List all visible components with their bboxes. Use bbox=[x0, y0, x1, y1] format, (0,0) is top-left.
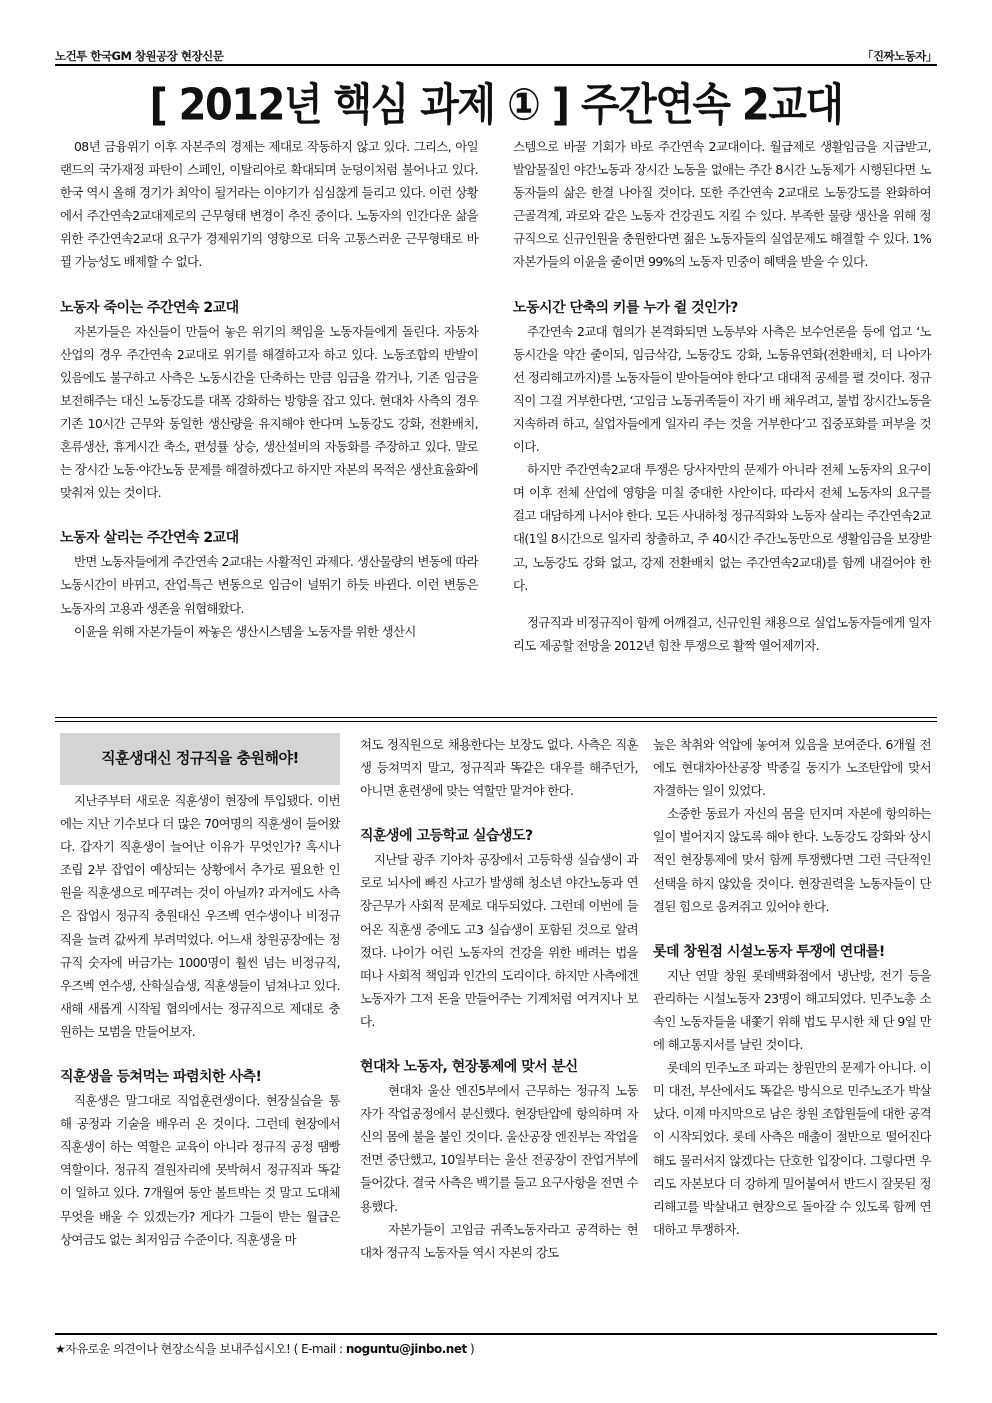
continued-paragraph: 쳐도 정직원으로 채용한다는 보장도 없다. 사측은 직훈생 등쳐먹지 말고, 정규직과 똑같은 대우를 해주던가, 아니면 훈련생에 맞는 역할만 맡겨야 한다. bbox=[360, 737, 638, 799]
newspaper-title: 「진짜노동자」 bbox=[861, 49, 937, 63]
article-paragraph: 현대차 울산 엔진5부에서 근무하는 정규직 노동자가 작업공정에서 분신했다. 현장탄압에 항의하며 자신의 몸에 불을 붙인 것이다. 울산공장 엔진부는 작업을 전면 중단했고, 10일부터는 울산 전공장이 잔업거부에 들어갔다. 결국 사측은 백기를 들고 요구사항을 전면 수용했다. bbox=[360, 1083, 638, 1214]
boxed-headline: 직훈생대신 정규직을 충원해야! bbox=[60, 733, 340, 785]
section-paragraph: 하지만 주간연속2교대 투쟁은 당사자만의 문제가 아니라 전체 노동자의 요구이며 이후 전체 산업에 영향을 미칠 중대한 사안이다. 따라서 전체 노동자의 요구를 걸고 대담하게 나서야 한다. 모든 사내하청 정규직화와 노동자 살리는 주간연속2교대(1일 8시간으로 일자리 창출하고, 주 40시간 주간노동만으로 생활임금을 보장받고, 노동강도 강화 없고, 강제 전환배치 없는 주간연속2교대)를 함께 내걸어야 한다. bbox=[513, 462, 931, 593]
section-heading: 노동시간 단축의 키를 누가 쥘 것인가? bbox=[513, 299, 738, 316]
article-heading: 직훈생에 고등학교 실습생도? bbox=[360, 828, 533, 845]
footer-rule bbox=[55, 1333, 937, 1335]
section-paragraph: 반면 노동자들에게 주간연속 2교대는 사활적인 과제다. 생산물량의 변동에 따라 노동시간이 바뀌고, 잔업·특근 변동으로 임금이 널뛰기 하듯 바뀐다. 이런 변동은 노동자의 고용과 생존을 위협해왔다. bbox=[60, 554, 478, 616]
section-paragraph: 자본가들은 자신들이 만들어 놓은 위기의 책임을 노동자들에게 돌린다. 자동차산업의 경우 주간연속 2교대로 위기를 해결하고자 하고 있다. 노동조합의 반발이 있음에도 불구하고 사측은 노동시간을 단축하는 만큼 임금을 깎거나, 기존 임금을 보전해주는 대신 노동강도를 대폭 강화하는 방향을 잡고 있다. 현대차 사측의 경우 기존 10시간 근무와 동일한 생산량을 유지해야 한다며 노동강도 강화, 전환배치, 혼류생산, 휴게시간 축소, 편성률 상승, 생산설비의 자동화를 주장하고 있다. 말로는 장시간 노동·야간노동 문제를 해결하겠다고 하지만 자본의 목적은 생산효율화에 맞춰져 있는 것이다. bbox=[60, 323, 478, 501]
article-paragraph: 소중한 동료가 자신의 몸을 던지며 자본에 항의하는 일이 벌어지지 않도록 해야 한다. 노동강도 강화와 상시적인 현장통제에 맞서 함께 투쟁했다면 그런 극단적인 선택을 하지 않았을 것이다. 현장권력을 노동자들이 단결된 힘으로 움켜쥐고 있어야 한다. bbox=[653, 806, 931, 914]
footer-text: ★자유로운 의견이나 현장소식을 보내주십시오! ( E-mail : bbox=[55, 1342, 346, 1356]
bottom-column-3 bbox=[653, 733, 931, 1241]
section-paragraph: 이윤을 위해 자본가들이 짜놓은 생산시스템을 노동자를 위한 생산시 bbox=[74, 623, 416, 639]
intro-paragraph: 08년 금융위기 이후 자본주의 경제는 제대로 작동하지 않고 있다. 그리스, 아일랜드의 국가재정 파탄이 스페인, 이탈리아로 확대되며 눈덩이처럼 불어나고 있다. 한국 역시 올해 경기가 최악이 될거라는 이야기가 심심찮게 들리고 있다. 이런 상황에서 주간연속2교대제로의 근무형태 변경이 추진 중이다. 노동자의 인간다운 삶을 위한 주간연속2교대 요구가 경제위기의 영향으로 더욱 고통스러운 근무형태로 바뀔 가능성도 배제할 수 없다. bbox=[60, 139, 478, 270]
top-left-column bbox=[60, 135, 478, 643]
section-heading: 노동자 살리는 주간연속 2교대 bbox=[60, 530, 239, 547]
main-headline: [ 2012년 핵심 과제 ① ] 주간연속 2교대 bbox=[149, 79, 843, 131]
double-rule-top bbox=[55, 717, 937, 718]
continued-paragraph: 높은 착취와 억압에 놓여져 있음을 보여준다. 6개월 전에도 현대차아산공장 박종길 동지가 노조탄압에 맞서 자결하는 일이 있었다. bbox=[653, 737, 931, 799]
section-paragraph: 주간연속 2교대 협의가 본격화되면 노동부와 사측은 보수언론을 등에 업고 ‘노동시간을 약간 줄이되, 임금삭감, 노동강도 강화, 노동유연화(전환배치, 더 나아가선 정리해고까지)를 노동자들이 받아들여야 한다’고 대대적 공세를 펼 것이다. 정규직이 그걸 거부한다면, ‘고임금 노동귀족들이 자기 배 채우려고, 불법 장시간노동을 지속하려 하고, 실업자들에게 일자리 주는 것을 거부한다’고 집중포화를 퍼부을 것이다. bbox=[513, 323, 931, 455]
article-paragraph: 지난 연말 창원 롯데백화점에서 냉난방, 전기 등을 관리하는 시설노동자 23명이 해고되었다. 민주노총 소속인 노동자들을 내쫓기 위해 법도 무시한 채 단 9일 만에 해고통지서를 날린 것이다. bbox=[653, 967, 931, 1053]
article-paragraph: 직훈생은 말그대로 직업훈련생이다. 현장실습을 통해 공정과 기술을 배우러 온 것이다. 그런데 현장에서 직훈생이 하는 역할은 교육이 아니라 정규직 공정 땜빵 역할이다. 정규직 결원자리에 못박혀서 정규직과 똑같이 일하고 있다. 7개월여 동안 볼트박는 것 말고 도대체 무엇을 배울 수 있겠는가? 게다가 그들이 받는 월급은 상여금도 없는 최저임금 수준이다. 직훈생을 마 bbox=[60, 1093, 340, 1247]
continued-paragraph: 스템으로 바꿀 기회가 바로 주간연속 2교대이다. 월급제로 생활임금을 지급받고, 발암물질인 야간노동과 장시간 노동을 없애는 주간 8시간 노동제가 시행된다면 노동자들의 삶은 한결 나아질 것이다. 또한 주간연속 2교대로 노동강도를 완화하여 근골격계, 과로와 같은 노동자 건강권도 지킬 수 있다. 부족한 물량 생산을 위해 정규직으로 신규인원을 충원한다면 젊은 노동자들의 실업문제도 해결할 수 있다. 1% 자본가들의 이윤을 줄이면 99%의 노동자 민중이 혜택을 받을 수 있다. bbox=[513, 139, 931, 270]
section-heading: 노동자 죽이는 주간연속 2교대 bbox=[60, 299, 239, 316]
bottom-column-2 bbox=[360, 733, 638, 1264]
footer-close: ) bbox=[466, 1342, 475, 1356]
article-heading: 현대차 노동자, 현장통제에 맞서 분신 bbox=[360, 1059, 578, 1076]
article-heading: 직훈생을 등쳐먹는 파렴치한 사측! bbox=[60, 1069, 262, 1086]
email-link[interactable]: noguntu@jinbo.net bbox=[345, 1342, 467, 1356]
article-paragraph: 지난달 광주 기아차 공장에서 고등학생 실습생이 과로로 뇌사에 빠진 사고가 발생해 청소년 야간노동과 연장근무가 사회적 문제로 대두되었다. 그런데 이번에 들어온 직훈생 중에도 고3 실습생이 포함된 것으로 알려졌다. 나이가 어린 노동자의 건강을 위한 배려는 법을 떠나 사회적 책임과 인간의 도리이다. 하지만 사측에겐 노동자가 그저 돈을 만들어주는 기계처럼 여겨지나 보다. bbox=[360, 852, 638, 1029]
publication-name: 노건투 한국GM 창원공장 현장신문 bbox=[55, 49, 224, 63]
top-right-column bbox=[513, 135, 931, 657]
masthead bbox=[55, 44, 937, 66]
article-paragraph: 롯데의 민주노조 파괴는 창원만의 문제가 아니다. 이미 대전, 부산에서도 똑같은 방식으로 민주노조가 박살났다. 이제 마지막으로 남은 창원 조합원들에 대한 공격이 시작되었다. 롯데 사측은 매출이 절반으로 떨어진다 해도 물러서지 않겠다는 단호한 입장이다. 그렇다면 우리도 자본보다 더 강하게 밀어붙여서 반드시 잘못된 정리해고를 박살내고 현장으로 돌아갈 수 있도록 함께 연대하고 투쟁하자. bbox=[653, 1060, 931, 1237]
article-paragraph: 자본가들이 고임금 귀족노동자라고 공격하는 현대차 정규직 노동자들 역시 자본의 강도 bbox=[360, 1221, 638, 1260]
article-paragraph: 지난주부터 새로운 직훈생이 현장에 투입됐다. 이번에는 지난 기수보다 더 많은 70여명의 직훈생이 들어왔다. 갑자기 직훈생이 늘어난 이유가 무엇인가? 혹시나 조립 2부 잡업이 예상되는 상황에서 추가로 필요한 인원을 직훈생으로 메꾸려는 것이 아닐까? 과거에도 사측은 잡업시 정규직 충원대신 우즈벡 연수생이나 비정규직을 늘려 값싸게 부려먹었다. 어느새 창원공장에는 정규직 숫자에 버금가는 1000명이 훨씬 넘는 비정규직, 우즈벡 연수생, 산학실습생, 직훈생들이 넘쳐나고 있다. 새해 새롭게 시작될 협의에서는 정규직으로 제대로 충원하는 모범을 만들어보자. bbox=[60, 793, 340, 1039]
article-heading: 롯데 창원점 시설노동자 투쟁에 연대를! bbox=[653, 943, 885, 960]
double-rule-bottom bbox=[55, 721, 937, 722]
section-paragraph: 정규직과 비정규직이 함께 어깨걸고, 신규인원 채용으로 실업노동자들에게 일자리도 제공할 전망을 2012년 힘찬 투쟁으로 활짝 열어제끼자. bbox=[513, 614, 931, 653]
bottom-column-1 bbox=[60, 733, 340, 1251]
footer bbox=[55, 1340, 474, 1357]
